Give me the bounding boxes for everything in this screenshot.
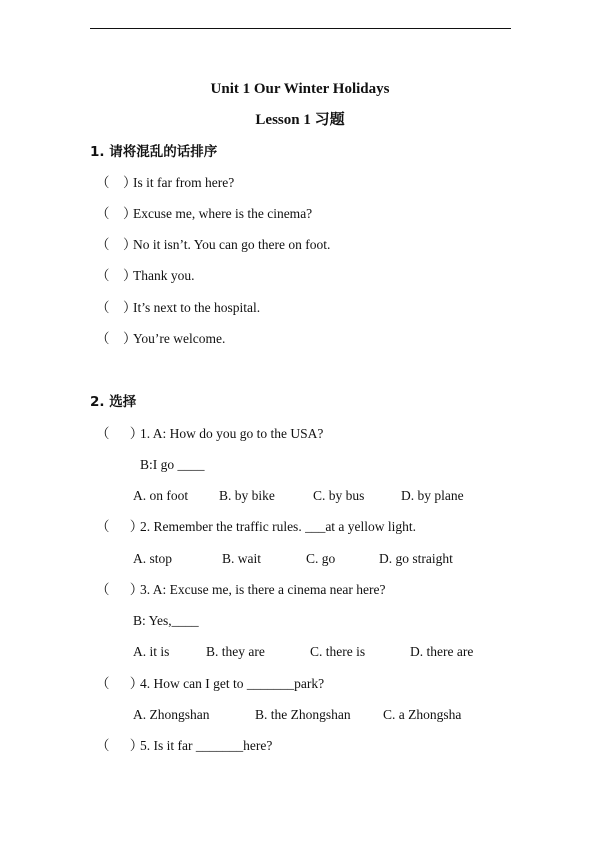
answer-bracket[interactable]: （ ） xyxy=(96,206,137,221)
answer-bracket[interactable]: （ ） xyxy=(96,237,137,252)
option-d[interactable]: D. by plane xyxy=(401,488,464,503)
sentence-text: No it isn’t. You can go there on foot. xyxy=(133,237,331,252)
top-rule xyxy=(90,28,511,29)
answer-bracket[interactable]: （ ） xyxy=(96,331,137,346)
sentence-text: It’s next to the hospital. xyxy=(133,300,261,315)
lesson-subtitle: Lesson 1 习题 xyxy=(255,112,345,128)
option-c[interactable]: C. by bus xyxy=(313,488,365,503)
answer-bracket[interactable]: （ ） xyxy=(96,582,144,597)
option-b[interactable]: B. by bike xyxy=(219,488,275,503)
sentence-text: Excuse me, where is the cinema? xyxy=(133,206,313,221)
question-followup: B: Yes,____ xyxy=(133,613,199,628)
answer-bracket[interactable]: （ ） xyxy=(96,300,137,315)
option-b[interactable]: B. wait xyxy=(222,551,261,566)
option-d[interactable]: D. go straight xyxy=(379,551,453,566)
option-c[interactable]: C. go xyxy=(306,551,336,566)
question-stem: 4. How can I get to _______park? xyxy=(140,676,325,691)
answer-bracket[interactable]: （ ） xyxy=(96,519,144,534)
question-stem: 5. Is it far _______here? xyxy=(140,738,273,753)
answer-bracket[interactable]: （ ） xyxy=(96,268,137,283)
option-a[interactable]: A. on foot xyxy=(133,488,189,503)
option-c[interactable]: C. there is xyxy=(310,644,366,659)
answer-bracket[interactable]: （ ） xyxy=(96,676,144,691)
option-b[interactable]: B. the Zhongshan xyxy=(255,707,351,722)
sentence-text: Is it far from here? xyxy=(133,175,235,190)
answer-bracket[interactable]: （ ） xyxy=(96,738,144,753)
section-2-heading: 2. 选择 xyxy=(90,394,137,410)
question-stem: 1. A: How do you go to the USA? xyxy=(140,426,324,441)
question-stem: 2. Remember the traffic rules. ___at a yellow light. xyxy=(140,519,417,534)
question-followup: B:I go ____ xyxy=(140,457,205,472)
option-b[interactable]: B. they are xyxy=(206,644,265,659)
document-title: Unit 1 Our Winter Holidays xyxy=(210,81,390,97)
question-stem: 3. A: Excuse me, is there a cinema near here? xyxy=(140,582,386,597)
sentence-text: Thank you. xyxy=(133,268,195,283)
sentence-text: You’re welcome. xyxy=(133,331,226,346)
answer-bracket[interactable]: （ ） xyxy=(96,175,137,190)
answer-bracket[interactable]: （ ） xyxy=(96,426,144,441)
option-a[interactable]: A. it is xyxy=(133,644,170,659)
section-1-heading: 1. 请将混乱的话排序 xyxy=(90,144,218,160)
option-a[interactable]: A. stop xyxy=(133,551,173,566)
option-a[interactable]: A. Zhongshan xyxy=(133,707,210,722)
option-c[interactable]: C. a Zhongsha xyxy=(383,707,462,722)
option-d[interactable]: D. there are xyxy=(410,644,474,659)
